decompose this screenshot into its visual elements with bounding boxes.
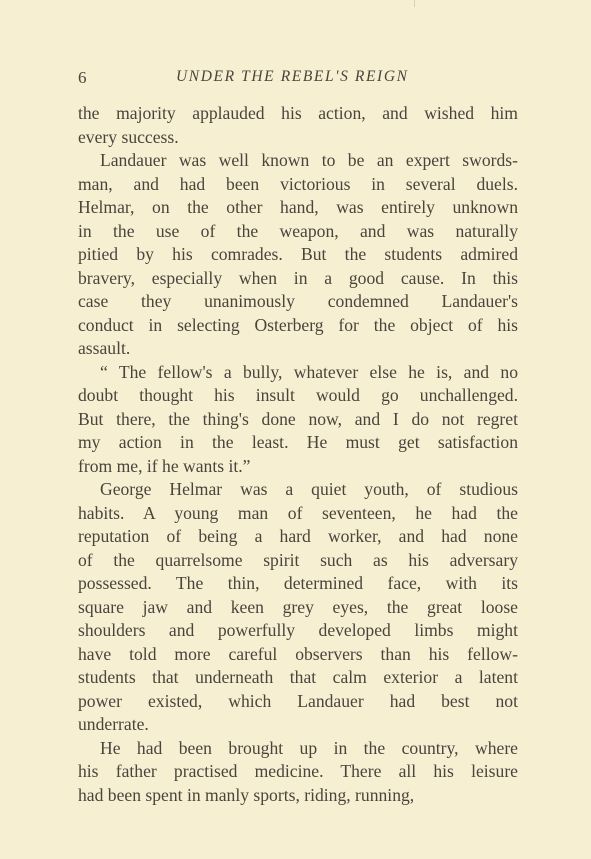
- text-line: assault.: [78, 338, 131, 358]
- text-line: the majority applauded his action, and wished him: [78, 103, 518, 123]
- text-line: of the quarrelsome spirit such as his adversary: [78, 549, 518, 570]
- text-line: “ The fellow's a bully, whatever else he is, and no: [100, 361, 518, 382]
- text-line: man, and had been victorious in several duels.: [78, 173, 518, 194]
- page-number: 6: [78, 68, 87, 87]
- text-line: Landauer was well known to be an expert swords-: [100, 150, 518, 170]
- text-line: reputation of being a hard worker, and had none: [78, 526, 518, 546]
- text-line: George Helmar was a quiet youth, of studious: [100, 479, 518, 499]
- page-fold-mark: [414, 0, 415, 7]
- text-line: case they unanimously condemned Landauer's: [78, 291, 518, 311]
- text-line: underrate.: [78, 714, 149, 734]
- text-line: He had been brought up in the country, where: [100, 737, 518, 758]
- text-line: pitied by his comrades. But the students admired: [78, 244, 518, 264]
- text-line: from me, if he wants it.”: [78, 455, 251, 476]
- text-line: shoulders and powerfully developed limbs might: [78, 620, 518, 640]
- text-line: my action in the least. He must get satisfaction: [78, 432, 518, 452]
- paragraph: [78, 102, 518, 149]
- text-line: habits. A young man of seventeen, he had the: [78, 502, 518, 523]
- running-head: UNDER THE REBEL'S REIGN: [176, 68, 409, 85]
- text-line: possessed. The thin, determined face, with its: [78, 573, 518, 593]
- paragraph: [78, 737, 518, 808]
- text-line: doubt thought his insult would go unchallenged.: [78, 385, 518, 405]
- text-line: conduct in selecting Osterberg for the object of his: [78, 314, 518, 335]
- paragraph: [78, 478, 518, 737]
- text-line: square jaw and keen grey eyes, the great loose: [78, 596, 518, 617]
- page-header: [78, 68, 518, 90]
- text-line: every success.: [78, 126, 179, 147]
- text-line: power existed, which Landauer had best not: [78, 690, 518, 711]
- text-line: students that underneath that calm exterior a latent: [78, 667, 518, 687]
- text-line: his father practised medicine. There all his leisure: [78, 761, 518, 781]
- paragraph: [78, 149, 518, 361]
- text-line: But there, the thing's done now, and I do not regret: [78, 408, 518, 429]
- text-line: Helmar, on the other hand, was entirely unknown: [78, 197, 518, 217]
- text-line: in the use of the weapon, and was naturally: [78, 220, 518, 241]
- text-line: had been spent in manly sports, riding, running,: [78, 784, 415, 805]
- paragraph: [78, 361, 518, 479]
- body-text: [78, 102, 518, 807]
- text-line: bravery, especially when in a good cause. In this: [78, 267, 518, 288]
- text-line: have told more careful observers than his fellow-: [78, 643, 518, 664]
